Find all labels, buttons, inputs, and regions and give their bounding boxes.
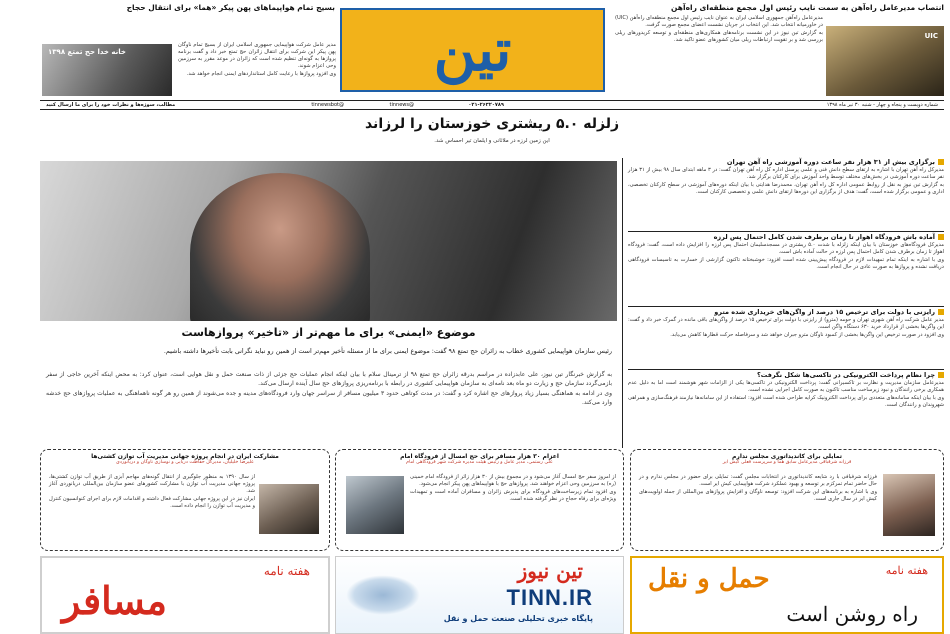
feature-box-title: مشارکت ایران در انجام پروژه جهانی مدیریت آب توازن کشتی‌ها	[91, 453, 279, 460]
photo-caption: خانه خدا حج تمتع ۱۳۹۸	[48, 48, 126, 56]
telegram-news-handle[interactable]: @tinnews	[389, 102, 414, 108]
masthead-logo	[340, 8, 605, 92]
bullet-icon	[938, 159, 944, 165]
photo-lead: رئیس سازمان هواپیمایی کشوری خطاب به زائران حج تمتع ۹۸ گفت: موضوع ایمنی برای ما از مسئله تأخیر مهم‌تر است از همین رو نباید نگرانی بابت تأخیرها داشته باشیم.	[163, 347, 612, 355]
feature-box-photo	[883, 474, 935, 536]
sidebar-item-body: مدیرعامل سازمان مدیریت و نظارت بر تاکسیرانی گفت: پرداخت الکترونیکی در تاکسی‌ها یکی از الزامات شهر هوشمند است اما به دلیل عدم همکاری برخی رانندگان و نبود زیرساخت مناسب تاکنون به صورت کامل اجرایی نشده است. وی با بیان اینکه سامانه‌های متعددی برای پرداخت الکترونیک کرایه طراحی شده است افزود: استفاده از این سامانه‌ها نیازمند فرهنگ‌سازی و همراهی شهروندان و رانندگان است.	[628, 380, 944, 408]
bullet-icon	[938, 309, 944, 315]
feature-box-subtitle: فرزانه شرفبافی مدیرعامل سابق هما و سرپرست فعلی کیش ایر	[722, 460, 852, 465]
sidebar-separator	[628, 231, 944, 232]
sidebar-separator	[628, 306, 944, 307]
main-headline: زلزله ۵.۰ ریشتری خوزستان را لرزاند	[364, 116, 620, 132]
feature-box-body: از امروز سفر حج امسال آغاز می‌شود و در مجموع بیش از ۳۰ هزار زائر از فرودگاه امام خمینی (ره) به سرزمین وحی اعزام خواهند شد. پروازهای حج با هواپیماهای پهن پیکر انجام می‌شود. وی افزود تمام زیرساخت‌های فرودگاه برای پذیرش زائران و مسافران آماده است و تمهیدات ویژه‌ای برای رفاه حجاج در نظر گرفته شده است.	[410, 474, 616, 502]
feature-box-center	[335, 449, 624, 551]
phone-number: ۰۲۱-۲۶۳۲۰۷۸۹	[468, 102, 504, 108]
portrait-silhouette	[190, 173, 370, 321]
sidebar-item-body: مدیرکل راه آهن تهران با اشاره به ارتقای سطح دانش فنی و علمی پرسنل اداره کل راه آهن تهران گفت: در ۳ ماهه ابتدای سال ۹۸ بیش از ۳۱ هزار نفر ساعت دوره آموزشی در بخش‌های مختلف توسط واحد آموزش برای کارکنان برگزار شد. به گزارش تین نیوز به نقل از روابط عمومی اداره کل راه آهن تهران، محمدرضا هدایتی با بیان اینکه دوره‌های آموزشی در سطح کارکنان تخصصی، اداری و عمومی برگزار شده است، گفت: هدف از برگزاری این دوره‌ها ارتقای دانش علمی و تخصصی کارکنان است.	[628, 167, 944, 195]
plane-icon	[346, 575, 420, 615]
ad-mosafer-line2: مسافر	[62, 578, 167, 623]
ad-hamlonaghl-line1: هفته نامه	[885, 564, 928, 577]
feature-box-body: از سال ۱۳۹۰ به منظور جلوگیری از انتقال گونه‌های مهاجم آبزی از طریق آب توازن کشتی‌ها، پروژه جهانی مدیریت آب توازن با مشارکت کشورهای عضو سازمان بین‌المللی دریانوردی آغاز شد. ایران نیز در این پروژه جهانی مشارکت فعال داشته و اقدامات لازم برای اجرای کنوانسیون کنترل و مدیریت آب توازن را انجام داده است.	[49, 474, 255, 509]
ad-mosafer-line1: هفته نامه	[263, 564, 310, 578]
contact-cta: مطالب، سوژه‌ها و نظرات خود را برای ما ارسال کنید	[46, 102, 176, 108]
sidebar-item	[628, 371, 944, 454]
header-right-photo	[826, 26, 944, 96]
feature-box-right	[630, 449, 944, 551]
feature-box-subtitle: علیرضا خلیلیان، مدیرکل حفاظت دریایی و نوسازی ناوگان و دریانوردی	[116, 460, 254, 465]
feature-box-photo	[346, 476, 404, 534]
sidebar-item	[628, 308, 944, 369]
telegram-bot-handle[interactable]: @tinnewsbot	[311, 102, 344, 108]
sidebar-item-title: چرا نظام پرداخت الکترونیکی در تاکسی‌ها شکل نگرفت؟	[628, 371, 944, 380]
sidebar-separator	[628, 369, 944, 370]
sidebar-item-title: رایزنی با دولت برای ترخیص ۱۵ درصد از واگن‌های خریداری شده مترو	[628, 308, 944, 317]
main-article-body: به گزارش خبرنگار تین نیوز، علی عابدزاده در مراسم بدرقه زائران حج تمتع ۹۸ از ترمینال سلام با بیان اینکه انجام عملیات حج جزئی از ذات صنعت حمل و نقل هوایی است، عنوان کرد: به محض اینکه آخرین حاجی از سفر بازمی‌گردد سازمان حج و زیارت دو ماه بعد نامه‌ای به سازمان هواپیمایی کشوری در رابطه با برنامه‌ریزی پروازهای حج سال آینده ارسال می‌کند. وی در ادامه به هماهنگی بسیار زیاد پروازهای حج اشاره کرد و گفت: در مدت کوتاهی حدود ۳ میلیون مسافر از سراسر جهان وارد فرودگاه‌های مدینه و جده می‌شوند از همین رو هر گونه ناهماهنگی به عملیات پروازهای حج خدشه وارد می‌کند.	[46, 371, 612, 406]
ad-tinnews[interactable]	[335, 556, 624, 634]
ad-hamlonaghl[interactable]	[630, 556, 944, 634]
sidebar-item	[628, 233, 944, 304]
header-left-body: مدیر عامل شرکت هواپیمایی جمهوری اسلامی ایران از بسیج تمام ناوگان پهن پیکر این شرکت برای انتقال زائران حج تمتع خبر داد و گفت برنامه پروازها به گونه‌ای تنظیم شده است که زائران در موعد مقرر به سرزمین وحی اعزام شوند. وی افزود پروازها با رعایت کامل استانداردهای ایمنی انجام خواهد شد.	[178, 42, 336, 77]
bullet-icon	[938, 234, 944, 240]
feature-box-left	[40, 449, 330, 551]
photo-headline: موضوع «ایمنی» برای ما مهم‌تر از «تاخیر» پروازهاست	[181, 326, 476, 339]
main-photo	[40, 161, 617, 321]
header-left-headline: بسیج تمام هواپیماهای پهن پیکر «هما» برای انتقال حجاج	[126, 3, 335, 12]
ad-tinnews-title: تین نیوز	[517, 559, 583, 583]
header-left-photo	[42, 44, 172, 96]
sidebar-item-body: مدیرکل فرودگاه‌های خوزستان با بیان اینکه زلزله با شدت ۵.۰ ریشتری در مسجدسلیمان احتمال پس لرزه را افزایش داده است، گفت: فرودگاه اهواز تا زمان برطرف شدن کامل احتمال پس لرزه در حالت آماده باش است. وی با اشاره به اینکه تمام تمهیدات لازم در فرودگاه پیش‌بینی شده است افزود: خوشبختانه تاکنون گزارشی از خسارت به تاسیسات فرودگاهی دریافت نشده و پروازها به صورت عادی در حال انجام است.	[628, 242, 944, 270]
ad-mosafer[interactable]	[40, 556, 330, 634]
logo-text: تین	[433, 16, 512, 84]
feature-box-photo	[259, 484, 319, 534]
sidebar-item-title: آماده باش فرودگاه اهواز تا زمان برطرف شدن کامل احتمال پس لرزه	[628, 233, 944, 242]
feature-box-title: تمایلی برای کاندیداتوری مجلس ندارم	[732, 453, 842, 460]
sidebar-item	[628, 158, 944, 229]
header-right-headline: انتصاب مدیرعامل راه‌آهن به سمت نایب رئیس اول مجمع منطقه‌ای راه‌آهن	[671, 3, 944, 12]
feature-box-subtitle: علی رستمی، مدیر عامل و رئیس هیئت مدیره شرکت شهر فرودگاهی امام	[406, 460, 553, 465]
sidebar-divider	[622, 158, 623, 448]
sidebar-item-body: مدیر عامل شرکت راه آهن شهری تهران و حومه (مترو) از رایزنی با دولت برای ترخیص ۱۵ درصد از واگن‌های باقی مانده در گمرک خبر داد و گفت: این واگن‌ها بخشی از قرارداد خرید ۶۳۰ دستگاه واگن است. وی افزود در صورت ترخیص این واگن‌ها بخشی از کمبود ناوگان مترو جبران خواهد شد و سرفاصله حرکت قطارها کاهش می‌یابد.	[628, 317, 944, 338]
feature-box-title: اعزام ۳۰ هزار مسافر برای حج امسال از فرودگاه امام	[400, 453, 559, 460]
sidebar-item-title: برگزاری بیش از ۳۱ هزار نفر ساعت دوره آموزشی راه آهن تهران	[628, 158, 944, 167]
feature-box-body: فرزانه شرفبافی با رد شایعه کاندیداتوری در انتخابات مجلس گفت: تمایلی برای حضور در مجلس ندارم و در حال حاضر تمام تمرکزم بر توسعه و بهبود عملکرد شرکت هواپیمایی کیش ایر است. وی با اشاره به برنامه‌های این شرکت افزود: توسعه ناوگان و افزایش پروازهای بین‌المللی از جمله اولویت‌های کیش ایر در سال جاری است.	[639, 474, 877, 502]
ad-hamlonaghl-line3: راه روشن است	[786, 602, 918, 626]
date-line: شماره دویست و پنجاه و چهار - شنبه ۳۰ تیر ماه ۱۳۹۸	[826, 102, 938, 108]
ad-hamlonaghl-line2: حمل و نقل	[648, 564, 770, 594]
info-strip	[40, 100, 944, 110]
ad-tinnews-tagline: پایگاه خبری تحلیلی صنعت حمل و نقل	[443, 614, 593, 623]
header-right-body: مدیرعامل راه‌آهن جمهوری اسلامی ایران به عنوان نایب رئیس اول مجمع منطقه‌ای راه‌آهن (UIC) در خاورمیانه انتخاب شد. این انتخاب در جریان نشست اعضای مجمع صورت گرفت. به گزارش تین نیوز در این نشست برنامه‌های همکاری‌های منطقه‌ای و توسعه کریدورهای ریلی بررسی شد و بر تقویت ارتباطات ریلی میان کشورهای عضو تاکید شد.	[615, 15, 823, 43]
ad-tinnews-domain[interactable]: TINN.IR	[506, 585, 593, 610]
uic-logo: UIC	[924, 32, 938, 40]
main-subtitle: این زمین لرزه در ملاثانی و ایلمان تیر احساس شد.	[434, 138, 550, 144]
bullet-icon	[938, 372, 944, 378]
